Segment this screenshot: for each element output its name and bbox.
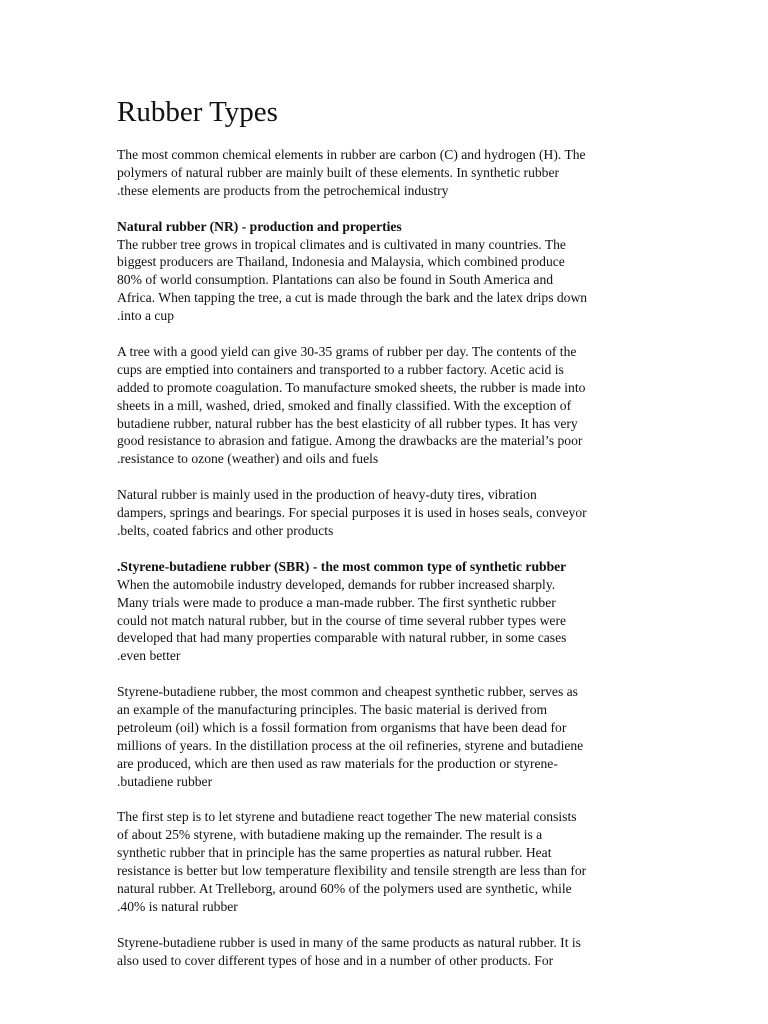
text-line: good resistance to abrasion and fatigue. Among the drawbacks are the material’s poor — [117, 433, 583, 449]
paragraph-text — [117, 683, 657, 790]
text-line: .belts, coated fabrics and other products — [117, 522, 334, 538]
paragraph-block — [117, 683, 657, 790]
paragraph-block — [117, 934, 657, 970]
paragraph-text — [117, 576, 657, 666]
document-title: Rubber Types — [117, 96, 278, 128]
text-line: Africa. When tapping the tree, a cut is made through the bark and the latex drips down — [117, 290, 588, 306]
paragraph-text — [117, 934, 657, 970]
text-line: dampers, springs and bearings. For special purposes it is used in hoses seals, conveyor — [117, 505, 587, 521]
text-line: Styrene-butadiene rubber is used in many of the same products as natural rubber. It is — [117, 934, 581, 950]
paragraph-block — [117, 558, 657, 665]
paragraph-text — [117, 808, 657, 915]
text-line: .these elements are products from the petrochemical industry — [117, 182, 449, 198]
text-line: The most common chemical elements in rubber are carbon (C) and hydrogen (H). The — [117, 147, 586, 162]
text-line: 80% of world consumption. Plantations can also be found in South America and — [117, 272, 554, 288]
text-line: of about 25% styrene, with butadiene making up the remainder. The result is a — [117, 827, 543, 843]
section-heading: Natural rubber (NR) - production and properties — [117, 218, 402, 234]
paragraph-text — [117, 236, 657, 326]
text-line: millions of years. In the distillation process at the oil refineries, styrene and butadiene — [117, 737, 584, 753]
text-line: The rubber tree grows in tropical climates and is cultivated in many countries. The — [117, 236, 566, 252]
text-line: an example of the manufacturing principles. The basic material is derived from — [117, 702, 548, 718]
text-line: The first step is to let styrene and butadiene react together The new material consists — [117, 809, 577, 825]
paragraph-text — [117, 486, 657, 540]
text-line: biggest producers are Thailand, Indonesia and Malaysia, which combined produce — [117, 254, 565, 270]
text-line: petroleum (oil) which is a fossil formation from organisms that have been dead for — [117, 719, 567, 735]
paragraph-block — [117, 343, 657, 468]
text-line: .into a cup — [117, 308, 175, 324]
text-line: synthetic rubber that in principle has the same properties as natural rubber. Heat — [117, 845, 552, 861]
text-line: resistance is better but low temperature flexibility and tensile strength are less than for — [117, 863, 587, 879]
text-line: added to promote coagulation. To manufacture smoked sheets, the rubber is made into — [117, 379, 586, 395]
text-line: When the automobile industry developed, demands for rubber increased sharply. — [117, 576, 556, 592]
text-line: natural rubber. At Trelleborg, around 60% of the polymers used are synthetic, while — [117, 881, 572, 897]
paragraph-block — [117, 218, 657, 325]
text-line: Natural rubber is mainly used in the production of heavy-duty tires, vibration — [117, 487, 537, 503]
document-page — [117, 92, 657, 987]
text-line: butadiene rubber, natural rubber has the best elasticity of all rubber types. It has very — [117, 415, 578, 431]
text-line: A tree with a good yield can give 30-35 grams of rubber per day. The contents of the — [117, 343, 577, 359]
text-line: .40% is natural rubber — [117, 898, 238, 914]
paragraph-block — [117, 486, 657, 540]
text-line: sheets in a mill, washed, dried, smoked and finally classified. With the exception of — [117, 397, 572, 413]
text-line: developed that had many properties comparable with natural rubber, in some cases — [117, 630, 567, 646]
paragraph-block — [117, 146, 657, 200]
document-body — [117, 146, 657, 970]
text-line: .resistance to ozone (weather) and oils and fuels — [117, 451, 379, 467]
text-line: polymers of natural rubber are mainly built of these elements. In synthetic rubber — [117, 164, 560, 180]
text-line: cups are emptied into containers and transported to a rubber factory. Acetic acid is — [117, 361, 564, 377]
section-heading: .Styrene-butadiene rubber (SBR) - the most common type of synthetic rubber — [117, 558, 567, 574]
paragraph-text — [117, 146, 657, 200]
text-line: .even better — [117, 648, 181, 664]
text-line: Many trials were made to produce a man-made rubber. The first synthetic rubber — [117, 594, 556, 610]
text-line: could not match natural rubber, but in the course of time several rubber types were — [117, 612, 567, 628]
text-line: are produced, which are then used as raw materials for the production or styrene- — [117, 755, 558, 771]
paragraph-block — [117, 808, 657, 915]
paragraph-text — [117, 343, 657, 468]
text-line: .butadiene rubber — [117, 773, 213, 789]
text-line: Styrene-butadiene rubber, the most common and cheapest synthetic rubber, serves as — [117, 684, 578, 700]
text-line: also used to cover different types of hose and in a number of other products. For — [117, 952, 554, 968]
